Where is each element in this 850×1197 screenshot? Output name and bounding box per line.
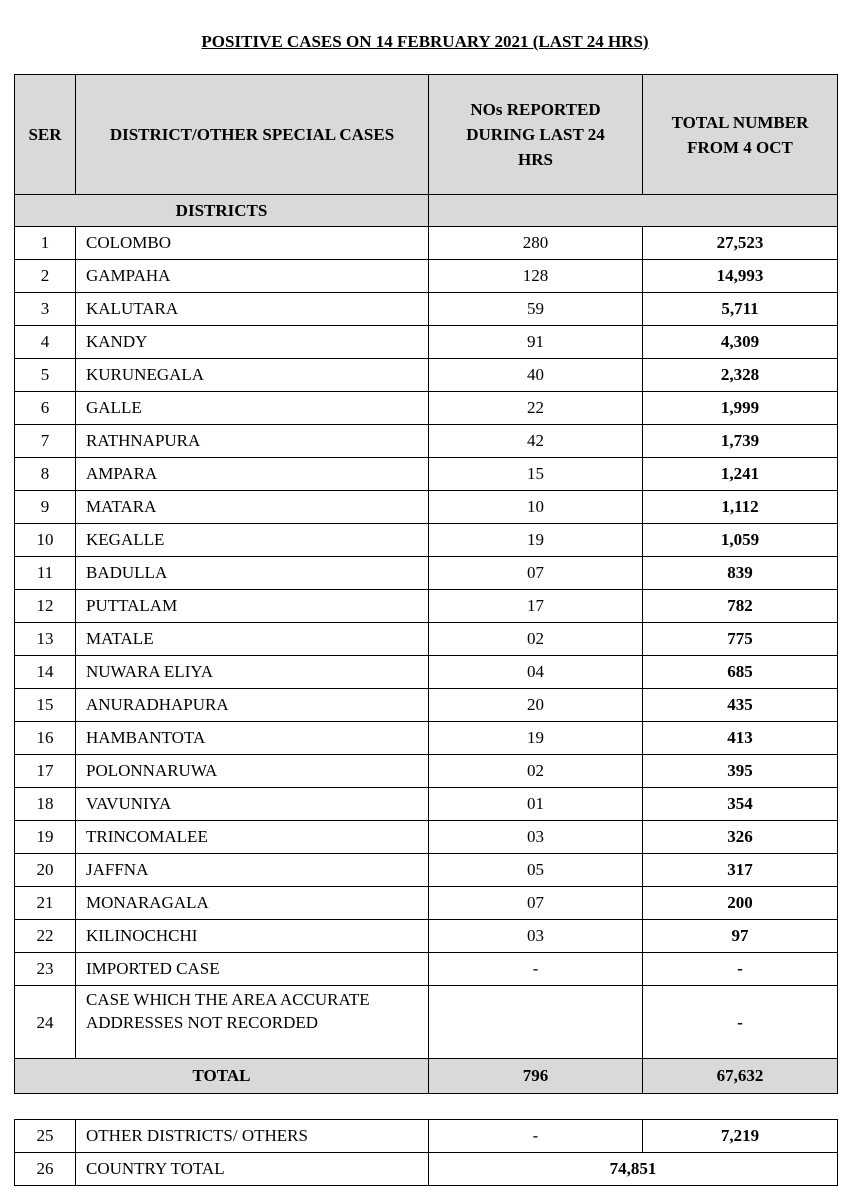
- ser-cell: 5: [15, 359, 76, 392]
- name-cell: MONARAGALA: [76, 887, 429, 920]
- total-cell: 326: [643, 821, 838, 854]
- page-title: POSITIVE CASES ON 14 FEBRUARY 2021 (LAST 24 HRS): [201, 32, 649, 51]
- name-cell: MATALE: [76, 623, 429, 656]
- last-24-cell: 42: [429, 425, 643, 458]
- last-24-cell: 20: [429, 689, 643, 722]
- name-cell: ANURADHAPURA: [76, 689, 429, 722]
- last-24-cell: [429, 986, 643, 1059]
- table-row: [15, 326, 838, 359]
- total-last-24: 796: [429, 1059, 643, 1094]
- name-cell: AMPARA: [76, 458, 429, 491]
- total-cell: 14,993: [643, 260, 838, 293]
- ser-cell: 6: [15, 392, 76, 425]
- total-cell: 1,999: [643, 392, 838, 425]
- ser-cell: 19: [15, 821, 76, 854]
- last-24-cell: -: [429, 953, 643, 986]
- ser-cell: 26: [15, 1153, 76, 1186]
- ser-cell: 16: [15, 722, 76, 755]
- total-cell: 435: [643, 689, 838, 722]
- last-24-cell: 15: [429, 458, 643, 491]
- total-cell: 782: [643, 590, 838, 623]
- name-cell: KURUNEGALA: [76, 359, 429, 392]
- ser-cell: 3: [15, 293, 76, 326]
- table-row: [15, 590, 838, 623]
- table-row: [15, 986, 838, 1059]
- name-cell: NUWARA ELIYA: [76, 656, 429, 689]
- table-row: [15, 689, 838, 722]
- table-row: [15, 854, 838, 887]
- ser-cell: 21: [15, 887, 76, 920]
- last-24-cell: 01: [429, 788, 643, 821]
- total-cell: 317: [643, 854, 838, 887]
- table-row: [15, 524, 838, 557]
- name-cell: MATARA: [76, 491, 429, 524]
- districts-group-label: DISTRICTS: [15, 195, 429, 227]
- table-row: [15, 953, 838, 986]
- table-row: [15, 227, 838, 260]
- total-cell: 7,219: [643, 1120, 838, 1153]
- total-cell: 2,328: [643, 359, 838, 392]
- table-row-country-total: [15, 1153, 838, 1186]
- ser-cell: 22: [15, 920, 76, 953]
- name-cell: GALLE: [76, 392, 429, 425]
- name-cell: HAMBANTOTA: [76, 722, 429, 755]
- table-header-row: [15, 75, 838, 195]
- total-cell: 97: [643, 920, 838, 953]
- districts-group-row: [15, 195, 838, 227]
- name-cell: BADULLA: [76, 557, 429, 590]
- last-24-cell: 128: [429, 260, 643, 293]
- ser-cell: 15: [15, 689, 76, 722]
- ser-cell: 12: [15, 590, 76, 623]
- table-row: [15, 359, 838, 392]
- last-24-cell: 10: [429, 491, 643, 524]
- table-row: [15, 557, 838, 590]
- table-row: [15, 887, 838, 920]
- total-cell: 1,241: [643, 458, 838, 491]
- name-cell: CASE WHICH THE AREA ACCURATE ADDRESSES NOT RECORDED: [76, 986, 429, 1059]
- last-24-cell: -: [429, 1120, 643, 1153]
- total-cell: -: [643, 986, 838, 1059]
- total-label: TOTAL: [15, 1059, 429, 1094]
- name-cell: KEGALLE: [76, 524, 429, 557]
- last-24-cell: 40: [429, 359, 643, 392]
- name-cell: COLOMBO: [76, 227, 429, 260]
- table-row: [15, 392, 838, 425]
- table-row: [15, 260, 838, 293]
- name-cell: OTHER DISTRICTS/ OTHERS: [76, 1120, 429, 1153]
- table-row: [15, 623, 838, 656]
- table-row: [15, 293, 838, 326]
- total-cell: -: [643, 953, 838, 986]
- total-cell: 395: [643, 755, 838, 788]
- last-24-cell: 07: [429, 887, 643, 920]
- ser-cell: 20: [15, 854, 76, 887]
- last-24-cell: 280: [429, 227, 643, 260]
- last-24-cell: 05: [429, 854, 643, 887]
- header-district: DISTRICT/OTHER SPECIAL CASES: [76, 75, 429, 195]
- ser-cell: 1: [15, 227, 76, 260]
- cases-table: [14, 74, 838, 1094]
- name-cell: RATHNAPURA: [76, 425, 429, 458]
- total-cell: 685: [643, 656, 838, 689]
- last-24-cell: 03: [429, 920, 643, 953]
- last-24-cell: 19: [429, 722, 643, 755]
- total-cell: 1,059: [643, 524, 838, 557]
- total-cell: 1,112: [643, 491, 838, 524]
- last-24-cell: 19: [429, 524, 643, 557]
- ser-cell: 11: [15, 557, 76, 590]
- total-cell: 839: [643, 557, 838, 590]
- name-cell: KILINOCHCHI: [76, 920, 429, 953]
- table-row: [15, 788, 838, 821]
- last-24-cell: 07: [429, 557, 643, 590]
- ser-cell: 7: [15, 425, 76, 458]
- table-row: [15, 722, 838, 755]
- table-row: [15, 458, 838, 491]
- total-cell: 413: [643, 722, 838, 755]
- last-24-cell: 02: [429, 755, 643, 788]
- last-24-cell: 02: [429, 623, 643, 656]
- header-total: TOTAL NUMBER FROM 4 OCT: [643, 75, 838, 195]
- ser-cell: 2: [15, 260, 76, 293]
- total-row: [15, 1059, 838, 1094]
- total-cell: 1,739: [643, 425, 838, 458]
- name-cell: IMPORTED CASE: [76, 953, 429, 986]
- total-cell: 354: [643, 788, 838, 821]
- header-ser: SER: [15, 75, 76, 195]
- name-cell: POLONNARUWA: [76, 755, 429, 788]
- country-total-cell: 74,851: [429, 1153, 838, 1186]
- name-cell: KANDY: [76, 326, 429, 359]
- ser-cell: 4: [15, 326, 76, 359]
- total-cell: 200: [643, 887, 838, 920]
- table-row: [15, 491, 838, 524]
- ser-cell: 23: [15, 953, 76, 986]
- name-cell: VAVUNIYA: [76, 788, 429, 821]
- name-cell: PUTTALAM: [76, 590, 429, 623]
- last-24-cell: 22: [429, 392, 643, 425]
- header-last-24: NOs REPORTED DURING LAST 24 HRS: [429, 75, 643, 195]
- total-cell: 4,309: [643, 326, 838, 359]
- name-cell: GAMPAHA: [76, 260, 429, 293]
- ser-cell: 8: [15, 458, 76, 491]
- last-24-cell: 04: [429, 656, 643, 689]
- table-row-other-districts: [15, 1120, 838, 1153]
- name-cell: KALUTARA: [76, 293, 429, 326]
- table-row: [15, 821, 838, 854]
- ser-cell: 25: [15, 1120, 76, 1153]
- extra-table: [14, 1119, 838, 1186]
- total-cell: 775: [643, 623, 838, 656]
- ser-cell: 14: [15, 656, 76, 689]
- total-cell: 5,711: [643, 293, 838, 326]
- ser-cell: 24: [15, 986, 76, 1059]
- total-value: 67,632: [643, 1059, 838, 1094]
- ser-cell: 9: [15, 491, 76, 524]
- total-cell: 27,523: [643, 227, 838, 260]
- table-row: [15, 920, 838, 953]
- table-row: [15, 755, 838, 788]
- ser-cell: 18: [15, 788, 76, 821]
- last-24-cell: 91: [429, 326, 643, 359]
- name-cell: COUNTRY TOTAL: [76, 1153, 429, 1186]
- ser-cell: 13: [15, 623, 76, 656]
- name-cell: TRINCOMALEE: [76, 821, 429, 854]
- last-24-cell: 17: [429, 590, 643, 623]
- name-cell: JAFFNA: [76, 854, 429, 887]
- table-row: [15, 425, 838, 458]
- last-24-cell: 03: [429, 821, 643, 854]
- ser-cell: 17: [15, 755, 76, 788]
- table-row: [15, 656, 838, 689]
- ser-cell: 10: [15, 524, 76, 557]
- last-24-cell: 59: [429, 293, 643, 326]
